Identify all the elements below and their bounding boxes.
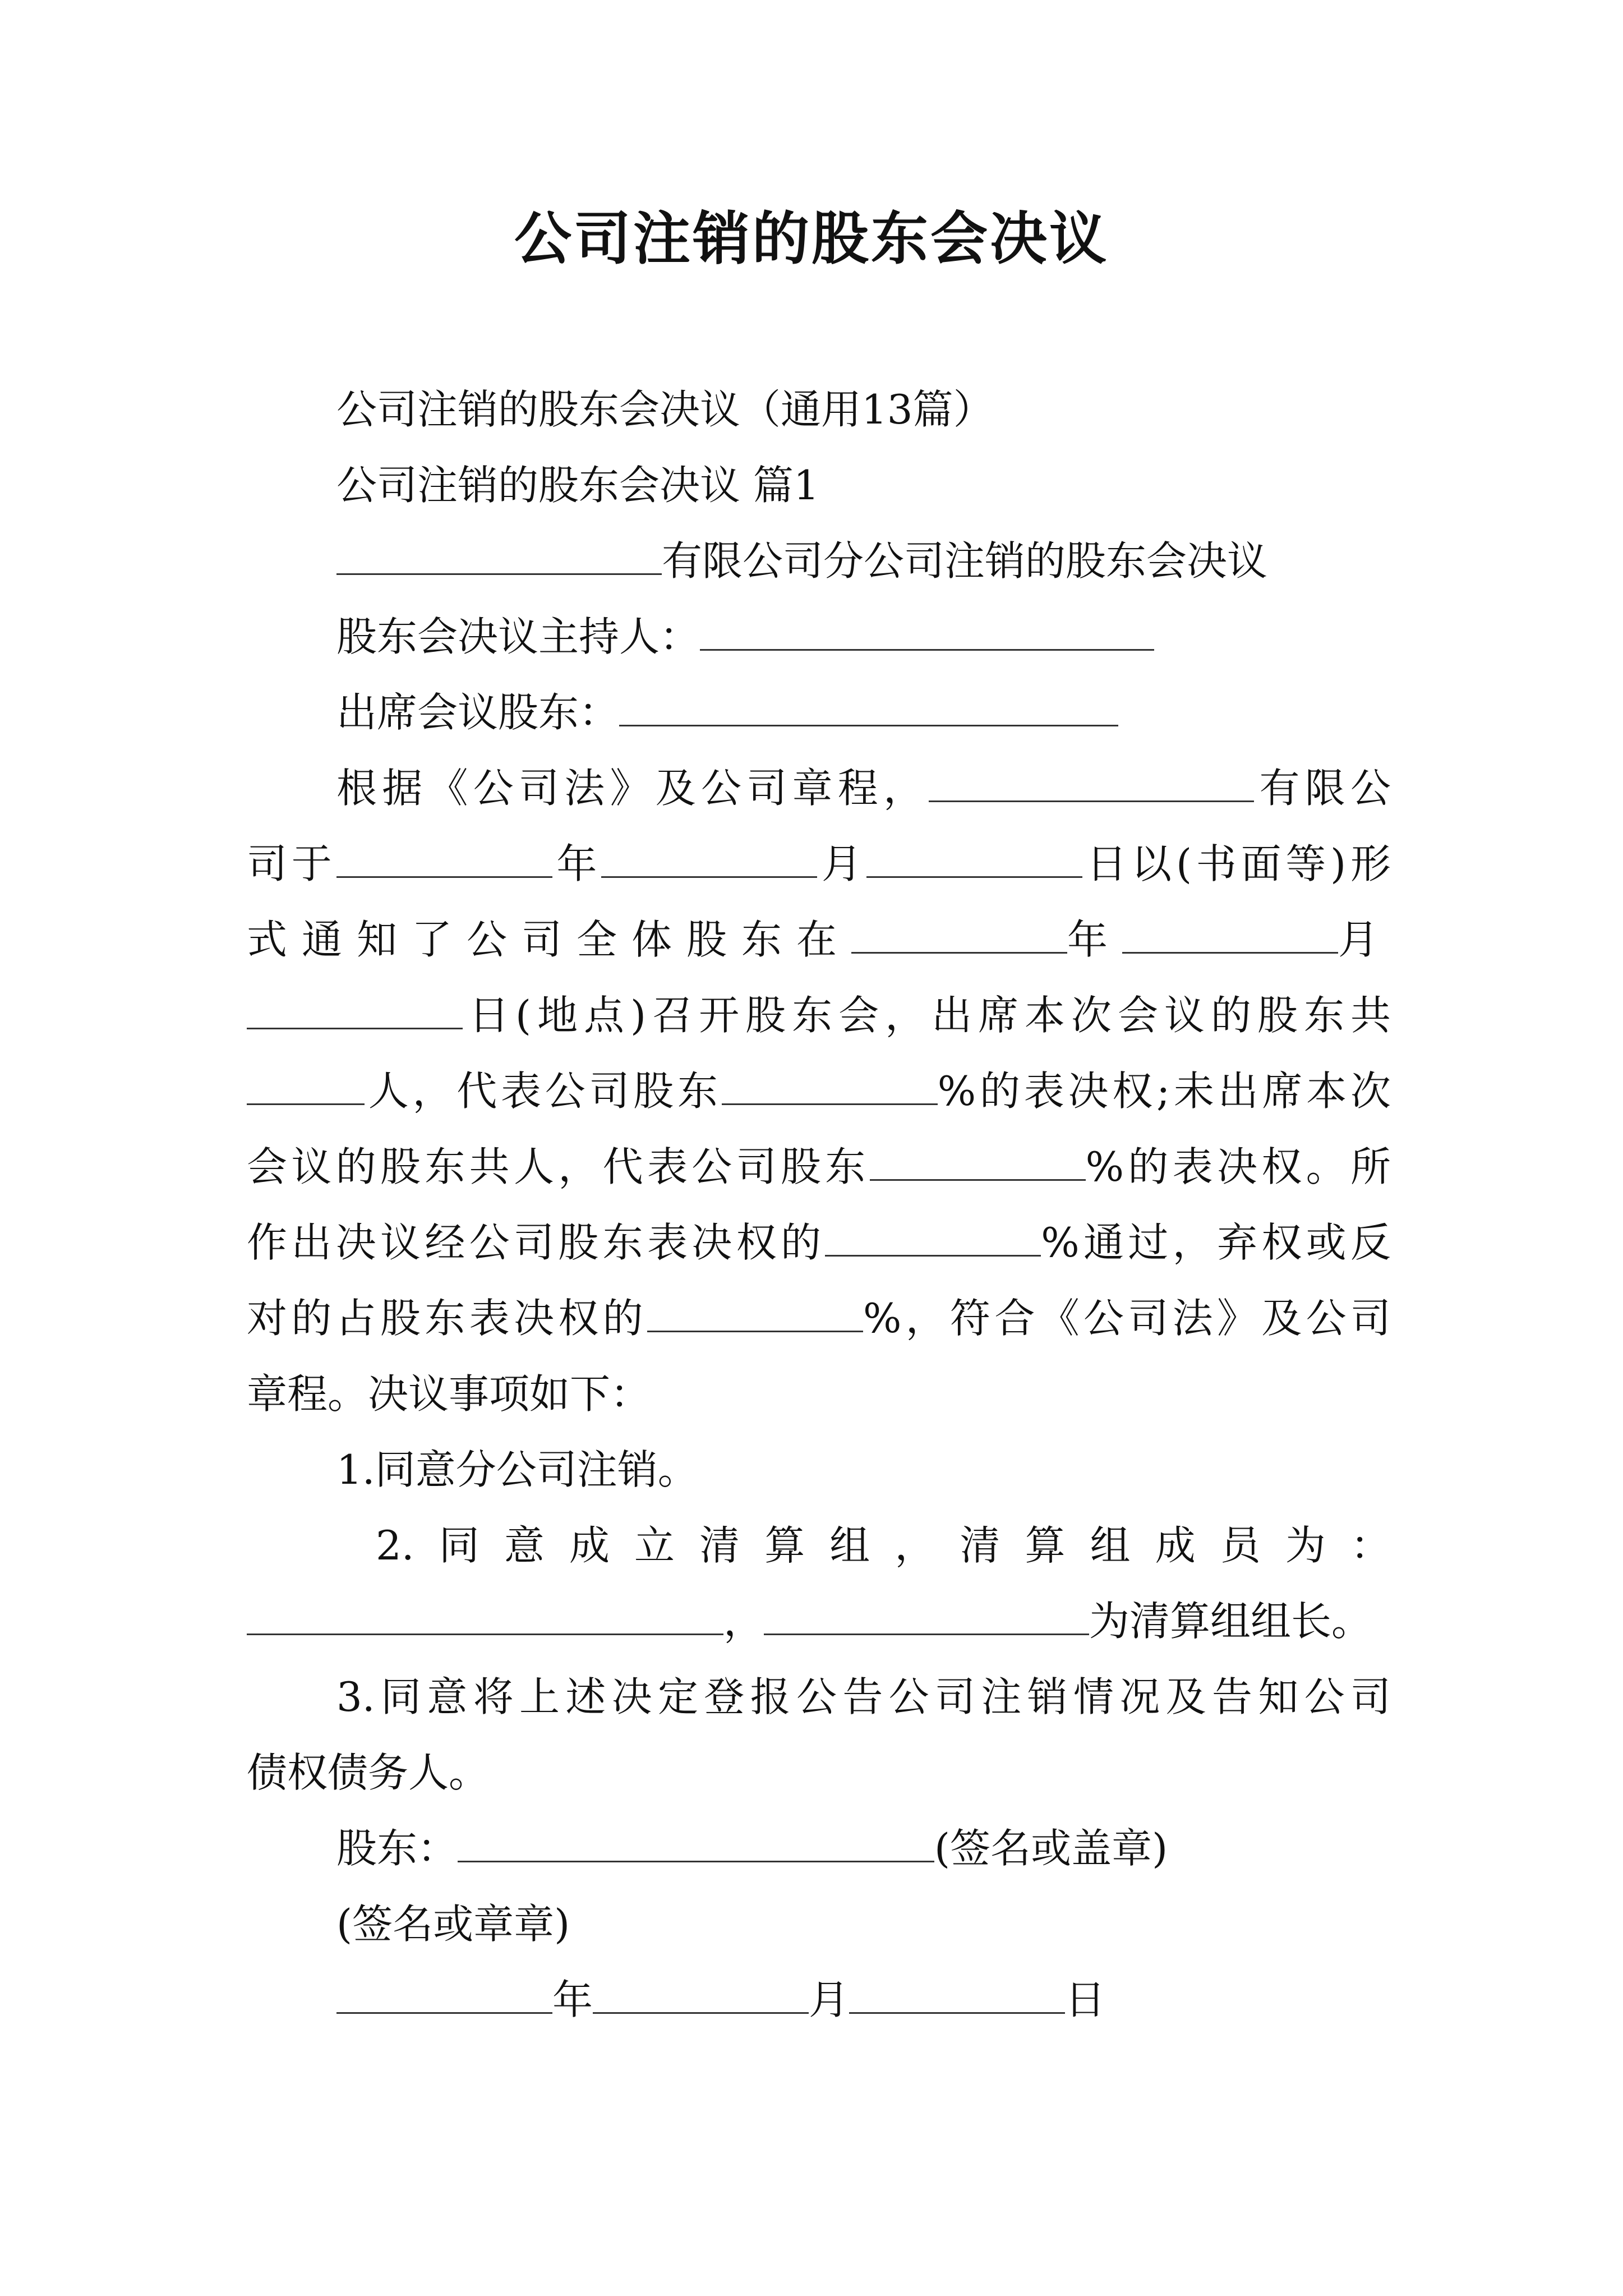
body-text: 会议的股东共人，代表公司股东 <box>247 1143 870 1190</box>
attendees-label: 出席会议股东： <box>336 689 620 736</box>
year-blank <box>851 914 1067 954</box>
section-heading-text: 公司注销的股东会决议 篇1 <box>336 462 819 509</box>
body-text: 式通知了公司全体股东在 <box>247 916 852 963</box>
body-line-9 <box>247 1366 1391 1422</box>
document-subtitle <box>336 381 1391 438</box>
body-text: 日(地点)召开股东会，出席本次会议的股东共 <box>463 992 1391 1039</box>
body-line-4 <box>247 987 1391 1043</box>
day-blank <box>849 1974 1065 2014</box>
date-text: 月 <box>809 1976 850 2023</box>
resolution-heading-text: 有限公司分公司注销的股东会决议 <box>662 537 1268 585</box>
body-line-8 <box>247 1290 1391 1346</box>
item-text: ， <box>723 1598 764 1645</box>
resolution-heading <box>336 533 1391 589</box>
resolution-item-3 <box>336 1669 1391 1725</box>
percent-blank <box>825 1217 1041 1257</box>
attendees-line <box>336 684 1391 740</box>
seal-note: (签名或章章) <box>336 1901 570 1948</box>
percent-blank <box>722 1065 938 1105</box>
host-label: 股东会决议主持人： <box>336 613 700 660</box>
body-text: 根据《公司法》及公司章程， <box>336 765 929 812</box>
section-heading <box>336 457 1391 513</box>
day-blank <box>866 838 1082 878</box>
resolution-item-3-cont <box>247 1745 1391 1801</box>
seal-note-line <box>336 1896 1391 1952</box>
month-blank <box>593 1974 809 2014</box>
date-text: 年 <box>552 1976 593 2023</box>
month-blank <box>1122 914 1338 954</box>
body-text: %，符合《公司法》及公司 <box>863 1295 1391 1342</box>
item-text: 2.同意成立清算组，清算组成员为： <box>376 1522 1391 1569</box>
item-text: 债权债务人。 <box>247 1749 490 1796</box>
leader-blank <box>764 1595 1089 1635</box>
resolution-item-2 <box>376 1517 1391 1573</box>
body-text: 年 <box>1067 916 1123 963</box>
signature-label: 股东： <box>336 1825 458 1872</box>
body-line-2 <box>247 836 1391 892</box>
body-text: %通过，弃权或反 <box>1041 1219 1391 1266</box>
body-line-3 <box>247 912 1394 968</box>
date-text: 日 <box>1065 1976 1106 2023</box>
month-blank <box>601 838 817 878</box>
date-line <box>336 1972 1391 2028</box>
body-text: 月 <box>1338 916 1394 963</box>
item-text: 3.同意将上述决定登报公告公司注销情况及告知公司 <box>336 1673 1391 1720</box>
body-text: 日以(书面等)形 <box>1082 840 1391 887</box>
percent-blank <box>647 1292 863 1332</box>
members-blank <box>247 1595 723 1635</box>
body-text: 对的占股东表决权的 <box>247 1295 647 1342</box>
company-name-blank <box>336 535 662 575</box>
host-line <box>336 609 1391 665</box>
body-line-7 <box>247 1214 1391 1271</box>
body-text: 年 <box>552 840 602 887</box>
shareholder-signature-line <box>336 1820 1391 1876</box>
document-title: 公司注销的股东会决议 <box>514 205 1109 273</box>
percent-blank <box>870 1141 1086 1181</box>
attendees-blank <box>619 687 1118 726</box>
year-blank <box>336 1974 552 2014</box>
company-blank <box>929 762 1254 802</box>
body-text: 有限公 <box>1254 765 1391 812</box>
item-text: 1.同意分公司注销。 <box>336 1446 698 1493</box>
body-text: %的表决权;未出席本次 <box>937 1068 1391 1115</box>
body-text: 月 <box>817 840 866 887</box>
item-text: 为清算组组长。 <box>1089 1598 1372 1645</box>
day-blank <box>247 990 463 1029</box>
year-blank <box>336 838 552 878</box>
count-blank <box>247 1065 365 1105</box>
body-line-6 <box>247 1139 1391 1195</box>
host-blank <box>700 611 1154 651</box>
body-text: 人，代表公司股东 <box>365 1068 722 1115</box>
signature-note: (签名或盖章) <box>934 1825 1168 1872</box>
body-text: 章程。决议事项如下： <box>247 1370 651 1418</box>
body-text: 司于 <box>247 840 336 887</box>
resolution-item-1 <box>336 1442 1391 1498</box>
body-text: 作出决议经公司股东表决权的 <box>247 1219 826 1266</box>
resolution-item-2-cont <box>247 1593 1413 1649</box>
body-line-1 <box>336 760 1391 816</box>
body-line-5 <box>247 1063 1391 1119</box>
subtitle-text: 公司注销的股东会决议（通用13篇） <box>336 386 994 433</box>
body-text: %的表决权。所 <box>1085 1143 1391 1190</box>
signature-blank <box>458 1823 934 1862</box>
